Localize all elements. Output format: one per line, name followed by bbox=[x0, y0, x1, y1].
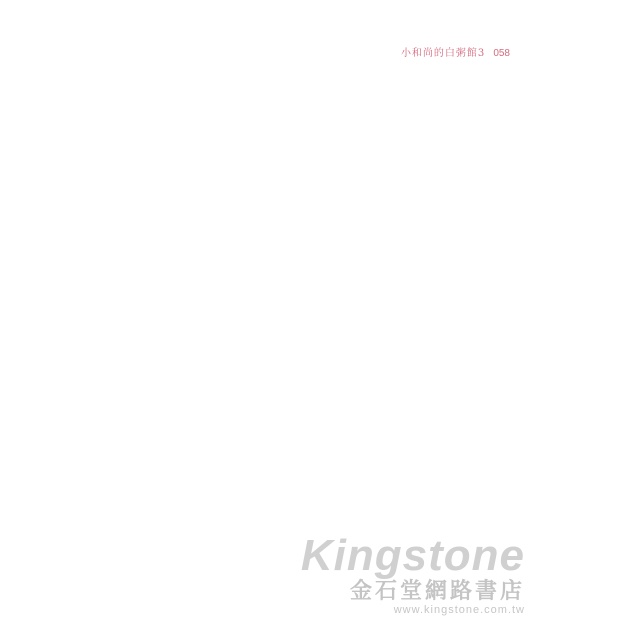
watermark bbox=[300, 531, 525, 616]
series-title: 小和尚的白粥館3 bbox=[400, 48, 486, 59]
watermark-logo: Kingstone bbox=[300, 531, 525, 580]
watermark-chinese: 金石堂網路書店 bbox=[349, 578, 525, 604]
body-text bbox=[135, 72, 505, 572]
running-header bbox=[401, 44, 510, 59]
watermark-url: www.kingstone.com.tw bbox=[393, 604, 525, 616]
page-number: 058 bbox=[493, 48, 510, 59]
